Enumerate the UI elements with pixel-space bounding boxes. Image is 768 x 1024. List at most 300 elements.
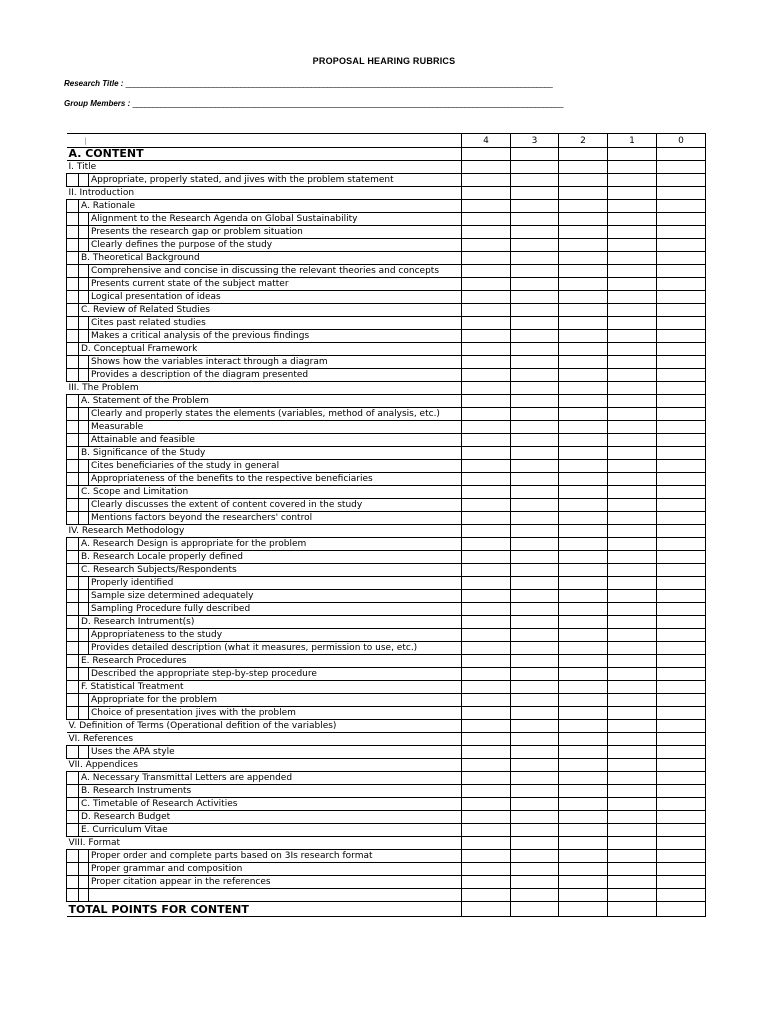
score-cell-0[interactable] bbox=[657, 772, 706, 785]
score-cell-1[interactable] bbox=[608, 668, 657, 681]
score-cell-2[interactable] bbox=[559, 538, 608, 551]
score-cell-1[interactable] bbox=[608, 265, 657, 278]
score-cell-2[interactable] bbox=[559, 226, 608, 239]
score-cell-1[interactable] bbox=[608, 278, 657, 291]
score-cell-2[interactable] bbox=[559, 200, 608, 213]
research-title-line[interactable]: ____________________________________________________________________________________________________________ bbox=[125, 79, 553, 88]
score-cell-4[interactable] bbox=[462, 759, 511, 772]
score-cell-3[interactable] bbox=[511, 889, 559, 902]
score-cell-2[interactable] bbox=[559, 798, 608, 811]
score-cell-3[interactable] bbox=[511, 278, 559, 291]
score-cell-2[interactable] bbox=[559, 512, 608, 525]
score-cell-0[interactable] bbox=[657, 902, 706, 917]
score-cell-1[interactable] bbox=[608, 564, 657, 577]
score-cell-1[interactable] bbox=[608, 200, 657, 213]
score-cell-0[interactable] bbox=[657, 577, 706, 590]
score-cell-3[interactable] bbox=[511, 460, 559, 473]
score-cell-1[interactable] bbox=[608, 525, 657, 538]
score-cell-3[interactable] bbox=[511, 876, 559, 889]
score-cell-2[interactable] bbox=[559, 733, 608, 746]
score-cell-3[interactable] bbox=[511, 174, 559, 187]
score-cell-2[interactable] bbox=[559, 382, 608, 395]
score-cell-1[interactable] bbox=[608, 460, 657, 473]
score-cell-2[interactable] bbox=[559, 525, 608, 538]
score-cell-0[interactable] bbox=[657, 655, 706, 668]
score-cell-0[interactable] bbox=[657, 746, 706, 759]
score-cell-2[interactable] bbox=[559, 265, 608, 278]
score-cell-2[interactable] bbox=[559, 213, 608, 226]
score-cell-1[interactable] bbox=[608, 850, 657, 863]
score-cell-2[interactable] bbox=[559, 577, 608, 590]
score-cell-4[interactable] bbox=[462, 460, 511, 473]
score-cell-4[interactable] bbox=[462, 824, 511, 837]
score-cell-4[interactable] bbox=[462, 356, 511, 369]
score-cell-0[interactable] bbox=[657, 694, 706, 707]
score-cell-4[interactable] bbox=[462, 681, 511, 694]
score-cell-4[interactable] bbox=[462, 798, 511, 811]
score-cell-1[interactable] bbox=[608, 239, 657, 252]
score-cell-0[interactable] bbox=[657, 356, 706, 369]
score-cell-3[interactable] bbox=[511, 330, 559, 343]
score-cell-0[interactable] bbox=[657, 330, 706, 343]
score-cell-1[interactable] bbox=[608, 577, 657, 590]
score-cell-0[interactable] bbox=[657, 291, 706, 304]
score-cell-1[interactable] bbox=[608, 642, 657, 655]
research-title-field[interactable] bbox=[64, 79, 552, 88]
score-cell-1[interactable] bbox=[608, 902, 657, 917]
score-cell-0[interactable] bbox=[657, 889, 706, 902]
score-cell-3[interactable] bbox=[511, 291, 559, 304]
score-cell-0[interactable] bbox=[657, 629, 706, 642]
score-cell-4[interactable] bbox=[462, 499, 511, 512]
score-cell-2[interactable] bbox=[559, 239, 608, 252]
score-cell-2[interactable] bbox=[559, 291, 608, 304]
score-cell-3[interactable] bbox=[511, 395, 559, 408]
group-members-line[interactable]: _____________________________________________________________________________________________________________ bbox=[132, 99, 563, 108]
score-cell-2[interactable] bbox=[559, 460, 608, 473]
score-cell-3[interactable] bbox=[511, 785, 559, 798]
score-cell-0[interactable] bbox=[657, 161, 706, 174]
score-cell-0[interactable] bbox=[657, 681, 706, 694]
score-cell-3[interactable] bbox=[511, 408, 559, 421]
score-cell-3[interactable] bbox=[511, 551, 559, 564]
score-cell-2[interactable] bbox=[559, 278, 608, 291]
score-cell-4[interactable] bbox=[462, 239, 511, 252]
score-cell-4[interactable] bbox=[462, 720, 511, 733]
score-cell-3[interactable] bbox=[511, 382, 559, 395]
score-cell-4[interactable] bbox=[462, 408, 511, 421]
score-cell-1[interactable] bbox=[608, 330, 657, 343]
score-cell-0[interactable] bbox=[657, 473, 706, 486]
score-cell-2[interactable] bbox=[559, 590, 608, 603]
score-cell-2[interactable] bbox=[559, 863, 608, 876]
score-cell-3[interactable] bbox=[511, 629, 559, 642]
score-cell-3[interactable] bbox=[511, 811, 559, 824]
score-cell-2[interactable] bbox=[559, 369, 608, 382]
score-cell-2[interactable] bbox=[559, 473, 608, 486]
score-cell-1[interactable] bbox=[608, 369, 657, 382]
score-cell-1[interactable] bbox=[608, 512, 657, 525]
score-cell-2[interactable] bbox=[559, 317, 608, 330]
score-cell-3[interactable] bbox=[511, 356, 559, 369]
score-cell-3[interactable] bbox=[511, 772, 559, 785]
score-cell-1[interactable] bbox=[608, 720, 657, 733]
score-cell-2[interactable] bbox=[559, 681, 608, 694]
score-cell-2[interactable] bbox=[559, 603, 608, 616]
score-cell-1[interactable] bbox=[608, 447, 657, 460]
score-cell-1[interactable] bbox=[608, 434, 657, 447]
score-cell-4[interactable] bbox=[462, 174, 511, 187]
score-cell-0[interactable] bbox=[657, 343, 706, 356]
score-cell-2[interactable] bbox=[559, 889, 608, 902]
score-cell-0[interactable] bbox=[657, 837, 706, 850]
score-cell-3[interactable] bbox=[511, 317, 559, 330]
score-cell-1[interactable] bbox=[608, 499, 657, 512]
score-cell-1[interactable] bbox=[608, 694, 657, 707]
score-cell-2[interactable] bbox=[559, 499, 608, 512]
score-cell-1[interactable] bbox=[608, 681, 657, 694]
score-cell-0[interactable] bbox=[657, 226, 706, 239]
score-cell-2[interactable] bbox=[559, 876, 608, 889]
score-cell-2[interactable] bbox=[559, 408, 608, 421]
score-cell-1[interactable] bbox=[608, 837, 657, 850]
score-cell-0[interactable] bbox=[657, 369, 706, 382]
score-cell-2[interactable] bbox=[559, 330, 608, 343]
score-cell-3[interactable] bbox=[511, 603, 559, 616]
score-cell-3[interactable] bbox=[511, 434, 559, 447]
score-cell-1[interactable] bbox=[608, 772, 657, 785]
score-cell-3[interactable] bbox=[511, 733, 559, 746]
score-cell-4[interactable] bbox=[462, 577, 511, 590]
score-cell-2[interactable] bbox=[559, 616, 608, 629]
score-cell-1[interactable] bbox=[608, 174, 657, 187]
score-cell-2[interactable] bbox=[559, 421, 608, 434]
score-cell-2[interactable] bbox=[559, 746, 608, 759]
score-cell-0[interactable] bbox=[657, 798, 706, 811]
score-cell-0[interactable] bbox=[657, 395, 706, 408]
score-cell-2[interactable] bbox=[559, 720, 608, 733]
score-cell-1[interactable] bbox=[608, 187, 657, 200]
score-cell-3[interactable] bbox=[511, 525, 559, 538]
score-cell-0[interactable] bbox=[657, 668, 706, 681]
score-cell-1[interactable] bbox=[608, 343, 657, 356]
score-cell-4[interactable] bbox=[462, 642, 511, 655]
score-cell-4[interactable] bbox=[462, 525, 511, 538]
score-cell-1[interactable] bbox=[608, 629, 657, 642]
score-cell-1[interactable] bbox=[608, 616, 657, 629]
score-cell-1[interactable] bbox=[608, 421, 657, 434]
score-cell-2[interactable] bbox=[559, 759, 608, 772]
score-cell-4[interactable] bbox=[462, 291, 511, 304]
score-cell-0[interactable] bbox=[657, 252, 706, 265]
score-cell-0[interactable] bbox=[657, 733, 706, 746]
score-cell-4[interactable] bbox=[462, 551, 511, 564]
score-cell-3[interactable] bbox=[511, 824, 559, 837]
score-cell-0[interactable] bbox=[657, 239, 706, 252]
score-cell-0[interactable] bbox=[657, 499, 706, 512]
score-cell-4[interactable] bbox=[462, 590, 511, 603]
score-cell-4[interactable] bbox=[462, 564, 511, 577]
score-cell-2[interactable] bbox=[559, 694, 608, 707]
score-cell-1[interactable] bbox=[608, 655, 657, 668]
score-cell-2[interactable] bbox=[559, 642, 608, 655]
score-cell-0[interactable] bbox=[657, 200, 706, 213]
score-cell-0[interactable] bbox=[657, 824, 706, 837]
score-cell-4[interactable] bbox=[462, 252, 511, 265]
score-cell-0[interactable] bbox=[657, 486, 706, 499]
score-cell-3[interactable] bbox=[511, 538, 559, 551]
score-cell-4[interactable] bbox=[462, 655, 511, 668]
score-cell-4[interactable] bbox=[462, 785, 511, 798]
score-cell-3[interactable] bbox=[511, 343, 559, 356]
score-cell-0[interactable] bbox=[657, 187, 706, 200]
score-cell-1[interactable] bbox=[608, 252, 657, 265]
score-cell-4[interactable] bbox=[462, 161, 511, 174]
score-cell-4[interactable] bbox=[462, 603, 511, 616]
score-cell-0[interactable] bbox=[657, 811, 706, 824]
score-cell-4[interactable] bbox=[462, 265, 511, 278]
score-cell-3[interactable] bbox=[511, 265, 559, 278]
score-cell-3[interactable] bbox=[511, 577, 559, 590]
score-cell-4[interactable] bbox=[462, 434, 511, 447]
score-cell-1[interactable] bbox=[608, 733, 657, 746]
score-cell-0[interactable] bbox=[657, 265, 706, 278]
score-cell-0[interactable] bbox=[657, 278, 706, 291]
score-cell-1[interactable] bbox=[608, 304, 657, 317]
indent-cell bbox=[67, 590, 79, 603]
score-cell-4[interactable] bbox=[462, 733, 511, 746]
score-cell-1[interactable] bbox=[608, 811, 657, 824]
score-cell-2[interactable] bbox=[559, 252, 608, 265]
score-cell-4[interactable] bbox=[462, 876, 511, 889]
score-cell-2[interactable] bbox=[559, 668, 608, 681]
score-cell-0[interactable] bbox=[657, 174, 706, 187]
score-cell-2[interactable] bbox=[559, 655, 608, 668]
score-cell-3[interactable] bbox=[511, 681, 559, 694]
score-cell-0[interactable] bbox=[657, 876, 706, 889]
score-cell-4[interactable] bbox=[462, 512, 511, 525]
score-cell-0[interactable] bbox=[657, 434, 706, 447]
score-cell-1[interactable] bbox=[608, 603, 657, 616]
score-cell-2[interactable] bbox=[559, 772, 608, 785]
score-cell-4[interactable] bbox=[462, 863, 511, 876]
score-cell-0[interactable] bbox=[657, 720, 706, 733]
score-cell-0[interactable] bbox=[657, 421, 706, 434]
score-cell-4[interactable] bbox=[462, 200, 511, 213]
score-cell-4[interactable] bbox=[462, 486, 511, 499]
score-cell-3[interactable] bbox=[511, 590, 559, 603]
score-cell-1[interactable] bbox=[608, 590, 657, 603]
score-cell-4[interactable] bbox=[462, 694, 511, 707]
score-cell-2[interactable] bbox=[559, 707, 608, 720]
score-cell-4[interactable] bbox=[462, 746, 511, 759]
score-cell-0[interactable] bbox=[657, 148, 706, 161]
score-cell-4[interactable] bbox=[462, 330, 511, 343]
score-cell-3[interactable] bbox=[511, 421, 559, 434]
score-cell-1[interactable] bbox=[608, 486, 657, 499]
score-cell-0[interactable] bbox=[657, 603, 706, 616]
score-cell-0[interactable] bbox=[657, 759, 706, 772]
score-cell-1[interactable] bbox=[608, 408, 657, 421]
score-cell-4[interactable] bbox=[462, 187, 511, 200]
score-cell-0[interactable] bbox=[657, 317, 706, 330]
score-cell-2[interactable] bbox=[559, 148, 608, 161]
score-cell-3[interactable] bbox=[511, 837, 559, 850]
score-cell-3[interactable] bbox=[511, 564, 559, 577]
score-cell-2[interactable] bbox=[559, 785, 608, 798]
score-cell-3[interactable] bbox=[511, 694, 559, 707]
score-cell-1[interactable] bbox=[608, 148, 657, 161]
score-cell-4[interactable] bbox=[462, 668, 511, 681]
score-cell-3[interactable] bbox=[511, 213, 559, 226]
score-cell-1[interactable] bbox=[608, 707, 657, 720]
score-cell-2[interactable] bbox=[559, 824, 608, 837]
score-cell-0[interactable] bbox=[657, 304, 706, 317]
score-cell-4[interactable] bbox=[462, 473, 511, 486]
score-cell-0[interactable] bbox=[657, 863, 706, 876]
score-cell-4[interactable] bbox=[462, 902, 511, 917]
score-cell-0[interactable] bbox=[657, 408, 706, 421]
score-cell-1[interactable] bbox=[608, 863, 657, 876]
score-cell-0[interactable] bbox=[657, 382, 706, 395]
score-cell-0[interactable] bbox=[657, 213, 706, 226]
score-cell-1[interactable] bbox=[608, 161, 657, 174]
score-cell-0[interactable] bbox=[657, 850, 706, 863]
score-cell-4[interactable] bbox=[462, 616, 511, 629]
score-cell-2[interactable] bbox=[559, 447, 608, 460]
score-cell-4[interactable] bbox=[462, 226, 511, 239]
score-cell-4[interactable] bbox=[462, 213, 511, 226]
group-members-field[interactable] bbox=[64, 99, 563, 108]
score-cell-0[interactable] bbox=[657, 642, 706, 655]
score-cell-0[interactable] bbox=[657, 590, 706, 603]
score-cell-4[interactable] bbox=[462, 811, 511, 824]
score-cell-1[interactable] bbox=[608, 824, 657, 837]
score-cell-1[interactable] bbox=[608, 291, 657, 304]
score-cell-3[interactable] bbox=[511, 720, 559, 733]
score-cell-3[interactable] bbox=[511, 512, 559, 525]
score-cell-2[interactable] bbox=[559, 850, 608, 863]
score-cell-2[interactable] bbox=[559, 902, 608, 917]
score-cell-1[interactable] bbox=[608, 876, 657, 889]
score-cell-3[interactable] bbox=[511, 759, 559, 772]
score-cell-1[interactable] bbox=[608, 226, 657, 239]
score-cell-3[interactable] bbox=[511, 863, 559, 876]
score-cell-3[interactable] bbox=[511, 473, 559, 486]
score-cell-1[interactable] bbox=[608, 213, 657, 226]
score-cell-0[interactable] bbox=[657, 616, 706, 629]
score-cell-3[interactable] bbox=[511, 369, 559, 382]
score-cell-1[interactable] bbox=[608, 759, 657, 772]
score-cell-4[interactable] bbox=[462, 850, 511, 863]
score-cell-4[interactable] bbox=[462, 317, 511, 330]
score-cell-4[interactable] bbox=[462, 343, 511, 356]
score-cell-2[interactable] bbox=[559, 356, 608, 369]
score-cell-0[interactable] bbox=[657, 707, 706, 720]
score-cell-3[interactable] bbox=[511, 642, 559, 655]
score-cell-1[interactable] bbox=[608, 551, 657, 564]
score-cell-2[interactable] bbox=[559, 343, 608, 356]
score-cell-0[interactable] bbox=[657, 460, 706, 473]
score-cell-4[interactable] bbox=[462, 837, 511, 850]
score-cell-3[interactable] bbox=[511, 668, 559, 681]
score-cell-3[interactable] bbox=[511, 902, 559, 917]
score-cell-3[interactable] bbox=[511, 161, 559, 174]
score-cell-0[interactable] bbox=[657, 525, 706, 538]
score-cell-2[interactable] bbox=[559, 395, 608, 408]
score-cell-1[interactable] bbox=[608, 785, 657, 798]
score-cell-4[interactable] bbox=[462, 707, 511, 720]
score-cell-4[interactable] bbox=[462, 382, 511, 395]
score-cell-1[interactable] bbox=[608, 798, 657, 811]
score-cell-2[interactable] bbox=[559, 304, 608, 317]
score-cell-1[interactable] bbox=[608, 746, 657, 759]
score-cell-0[interactable] bbox=[657, 785, 706, 798]
score-cell-4[interactable] bbox=[462, 889, 511, 902]
score-cell-3[interactable] bbox=[511, 252, 559, 265]
score-cell-1[interactable] bbox=[608, 382, 657, 395]
score-cell-2[interactable] bbox=[559, 187, 608, 200]
score-cell-3[interactable] bbox=[511, 226, 559, 239]
score-cell-3[interactable] bbox=[511, 707, 559, 720]
score-cell-2[interactable] bbox=[559, 629, 608, 642]
score-cell-3[interactable] bbox=[511, 798, 559, 811]
score-cell-2[interactable] bbox=[559, 486, 608, 499]
score-cell-3[interactable] bbox=[511, 616, 559, 629]
score-cell-2[interactable] bbox=[559, 161, 608, 174]
score-cell-2[interactable] bbox=[559, 564, 608, 577]
score-cell-1[interactable] bbox=[608, 317, 657, 330]
score-cell-0[interactable] bbox=[657, 447, 706, 460]
score-cell-2[interactable] bbox=[559, 434, 608, 447]
score-cell-1[interactable] bbox=[608, 395, 657, 408]
score-cell-3[interactable] bbox=[511, 655, 559, 668]
score-cell-4[interactable] bbox=[462, 538, 511, 551]
score-cell-4[interactable] bbox=[462, 304, 511, 317]
score-cell-2[interactable] bbox=[559, 174, 608, 187]
score-cell-0[interactable] bbox=[657, 538, 706, 551]
score-cell-4[interactable] bbox=[462, 447, 511, 460]
score-cell-4[interactable] bbox=[462, 772, 511, 785]
score-cell-1[interactable] bbox=[608, 356, 657, 369]
score-cell-3[interactable] bbox=[511, 187, 559, 200]
score-cell-4[interactable] bbox=[462, 421, 511, 434]
score-cell-0[interactable] bbox=[657, 551, 706, 564]
score-cell-4[interactable] bbox=[462, 278, 511, 291]
score-cell-1[interactable] bbox=[608, 538, 657, 551]
score-cell-3[interactable] bbox=[511, 486, 559, 499]
score-cell-4[interactable] bbox=[462, 369, 511, 382]
score-cell-3[interactable] bbox=[511, 239, 559, 252]
score-cell-4[interactable] bbox=[462, 148, 511, 161]
score-cell-1[interactable] bbox=[608, 889, 657, 902]
score-cell-0[interactable] bbox=[657, 512, 706, 525]
score-cell-2[interactable] bbox=[559, 811, 608, 824]
score-cell-4[interactable] bbox=[462, 395, 511, 408]
score-cell-2[interactable] bbox=[559, 551, 608, 564]
score-cell-2[interactable] bbox=[559, 837, 608, 850]
score-cell-1[interactable] bbox=[608, 473, 657, 486]
score-cell-3[interactable] bbox=[511, 200, 559, 213]
score-cell-3[interactable] bbox=[511, 148, 559, 161]
score-cell-3[interactable] bbox=[511, 746, 559, 759]
score-cell-0[interactable] bbox=[657, 564, 706, 577]
score-cell-3[interactable] bbox=[511, 499, 559, 512]
score-cell-4[interactable] bbox=[462, 629, 511, 642]
score-cell-3[interactable] bbox=[511, 850, 559, 863]
score-cell-3[interactable] bbox=[511, 304, 559, 317]
score-cell-3[interactable] bbox=[511, 447, 559, 460]
